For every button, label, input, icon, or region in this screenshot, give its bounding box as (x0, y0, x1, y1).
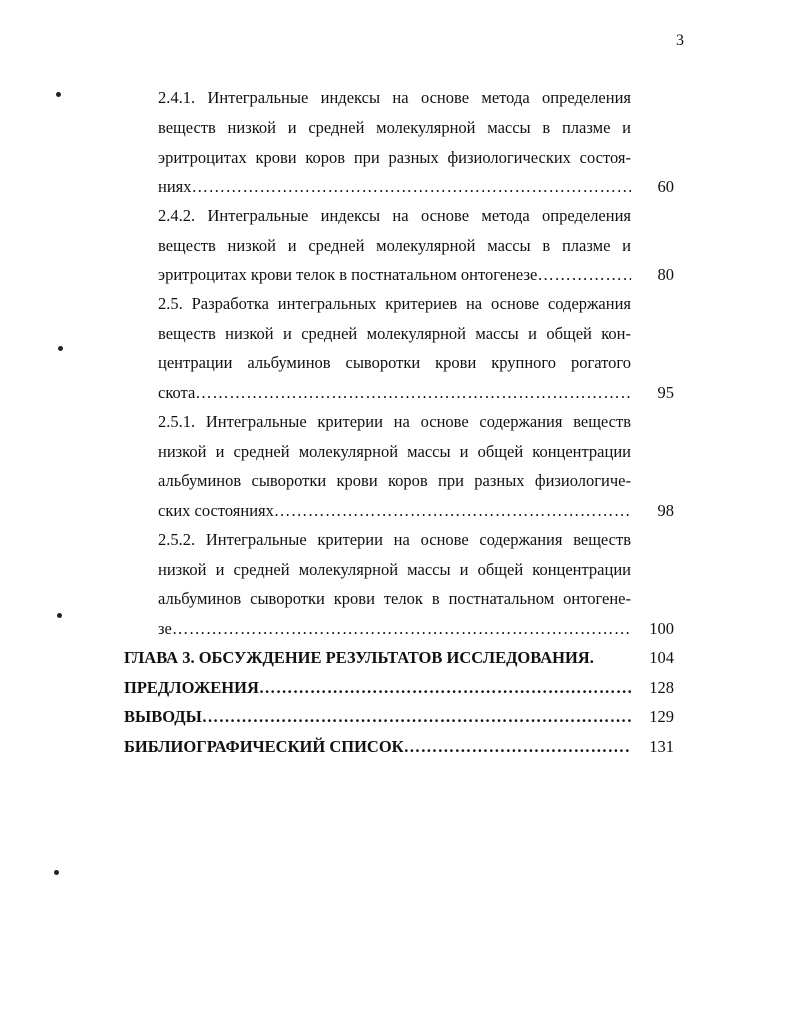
toc-chapter-page: 131 (649, 737, 674, 756)
margin-mark (54, 870, 59, 875)
toc-entry-last-line: скота …………………………………………………………………………………………………………………… (158, 381, 631, 405)
margin-mark (58, 346, 63, 351)
toc-chapter-page: 104 (649, 648, 674, 667)
toc-entry-line: веществ низкой и средней молекулярной массы в плазме и (158, 236, 631, 255)
toc-entry-line: низкой и средней молекулярной массы и общей концентрации (158, 442, 631, 461)
toc-entry-line: 2.4.1. Интегральные индексы на основе метода определения (158, 88, 631, 107)
toc-entry-line: веществ низкой и средней молекулярной массы в плазме и (158, 118, 631, 137)
toc-entry-line: альбуминов сыворотки крови телок в постнатальном онтогене- (158, 589, 631, 608)
toc-chapter-page: 128 (649, 678, 674, 697)
toc-chapter-title: ГЛАВА 3. ОБСУЖДЕНИЕ РЕЗУЛЬТАТОВ ИССЛЕДОВАНИЯ. (124, 648, 594, 667)
toc-entry-last-line: зе …………………………………………………………………………………………………………………… (158, 617, 631, 641)
toc-entry-page: 95 (657, 383, 674, 402)
toc-entry-line: эритроцитах крови коров при разных физиологических состоя- (158, 148, 631, 167)
toc-entry-page: 100 (649, 619, 674, 638)
toc-entry-line: центрации альбуминов сыворотки крови крупного рогатого (158, 353, 631, 372)
margin-mark (57, 613, 62, 618)
toc-entry-page: 60 (657, 177, 674, 196)
toc-entry-last-line: ниях …………………………………………………………………………………………………………………… (158, 175, 631, 199)
toc-chapter-title: БИБЛИОГРАФИЧЕСКИЙ СПИСОК …………………………………………………………………………………………………………………… (124, 735, 631, 759)
toc-chapter-title: ВЫВОДЫ …………………………………………………………………………………………………………………… (124, 705, 631, 729)
toc-entry-line: низкой и средней молекулярной массы и общей концентрации (158, 560, 631, 579)
toc-entry-line: 2.4.2. Интегральные индексы на основе метода определения (158, 206, 631, 225)
toc-entry-page: 98 (657, 501, 674, 520)
toc-entry-page: 80 (657, 265, 674, 284)
toc-chapter-title: ПРЕДЛОЖЕНИЯ …………………………………………………………………………………………………………………… (124, 676, 631, 700)
toc-entry-line: веществ низкой и средней молекулярной массы и общей кон- (158, 324, 631, 343)
toc-entry-line: альбуминов сыворотки крови коров при разных физиологиче- (158, 471, 631, 490)
page-number: 3 (676, 32, 684, 49)
toc-chapter-page: 129 (649, 707, 674, 726)
toc-entry-last-line: эритроцитах крови телок в постнатальном онтогенезе …………………………………………………………………………………………………………………… (158, 263, 631, 287)
toc-entry-last-line: ских состояниях …………………………………………………………………………………………………………………… (158, 499, 631, 523)
toc-entry-line: 2.5.1. Интегральные критерии на основе содержания веществ (158, 412, 631, 431)
toc-entry-line: 2.5. Разработка интегральных критериев на основе содержания (158, 294, 631, 313)
toc-entry-line: 2.5.2. Интегральные критерии на основе содержания веществ (158, 530, 631, 549)
margin-mark (56, 92, 61, 97)
